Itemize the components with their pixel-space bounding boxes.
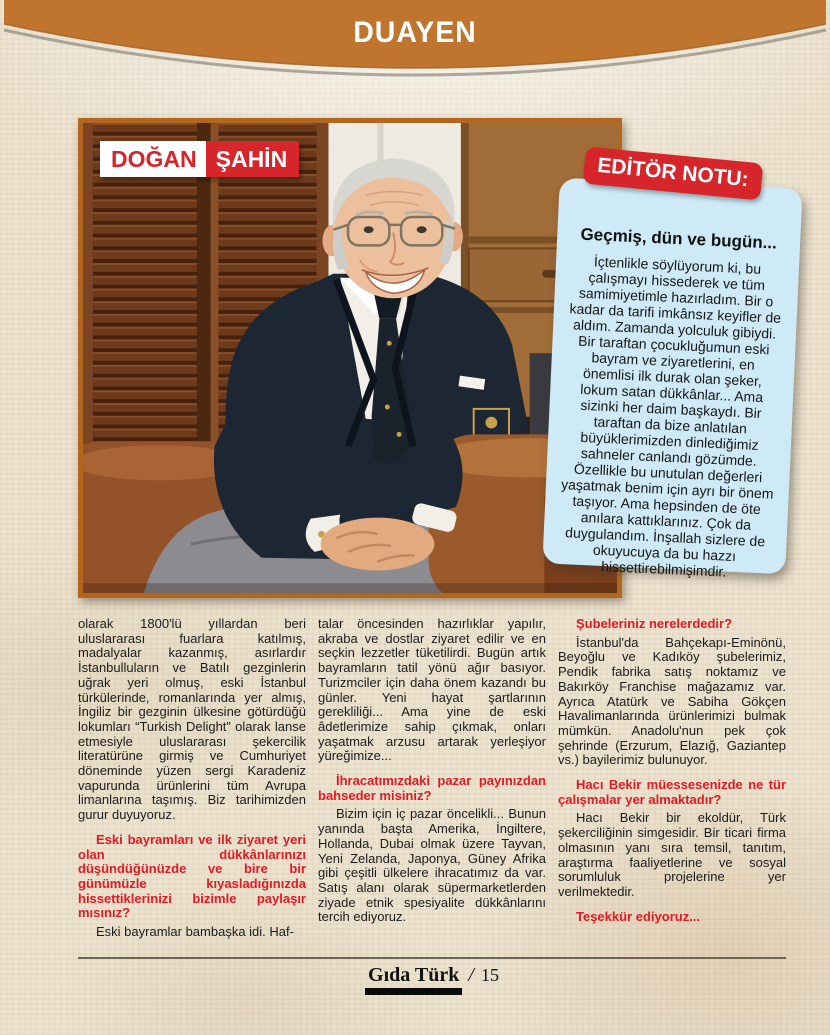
portrait-illustration bbox=[83, 123, 617, 593]
footer-rule bbox=[78, 957, 786, 959]
article-column-2 bbox=[318, 617, 546, 947]
name-badge bbox=[100, 141, 299, 177]
footer-line bbox=[78, 964, 786, 987]
question-heading: Teşekkür ediyoruz... bbox=[576, 908, 701, 924]
question-heading: Eski bayramları ve ilk ziyaret yeri olan dükkânlarınızı düşündüğünüzde ve bire bir günümüzle kıyasladığınızda hissettiklerinizi bizimle paylaşır mısınız? bbox=[78, 831, 306, 921]
name-last: ŞAHİN bbox=[206, 141, 300, 177]
paragraph: Hacı Bekir bir ekoldür, Türk şekerciliğinin simgesidir. Bir ticari firma olmasının yanı sıra temsil, tanıtım, araştırma faaliyetlerine ve sosyal sorumluluk projelerine yer verilmektedir. bbox=[558, 810, 786, 899]
masthead bbox=[0, 0, 830, 100]
paragraph: talar öncesinden hazırlıklar yapılır, akraba ve dostlar ziyaret edilir ve en seçkin lezzetler tüketilirdi. Bugün artık bayramların tatil yönü ağır basıyor. Turizmciler için daha önem kazandı bu günler. Yeni hayat şartlarının gerekliliği... Ama yine de eski âdetlerimize sahip çıkmak, onları yaşatmak arzusu artarak yerleşiyor yüreğimize... bbox=[318, 616, 546, 764]
paragraph: İstanbul'da Bahçekapı-Eminönü, Beyoğlu ve Kadıköy şubelerimiz, Pendik fabrika satış noktamız ve Bakırköy Franchise mağazamız var. Ayrıca Atatürk ve Sabiha Gökçen Havalimanlarında ürünlerimizi bulmak mümkün. Anadolu'nun pek çok şehrinde (Erzurum, Elazığ, Gaziantep vs.) bayilerimiz bulunuyor. bbox=[558, 634, 786, 768]
editor-note-body: İçtenlikle söylüyorum ki, bu çalışmayı hissederek ve tüm samimiyetimle hazırladım. Bir o kadar da tarifi imkânsız keyifler de aldım. Zamanda yolculuk gibiydi. Bir taraftan çocukluğumun eski bayram ve ziyaretlerini, en önemlisi ilk durak olan şeker, lokum satan dükkânlar... Ama sizinki her daim başkaydı. Bir taraftan da bize anlatılan büyüklerimizden dinlediğimiz sahneler canlandı gözümde. Özellikle bu unutulan değerleri yaşatmak benim için ayrı bir önem taşıyor. Ama hepsinden de öte anılara kattıklarınız. Çok da duygulandım. İnşallah sizlere de okuyucuya da bu hazzı hissettirebilmişimdir. bbox=[560, 253, 782, 580]
paragraph: Eski bayramlar bambaşka idi. Haf- bbox=[96, 924, 294, 940]
masthead-arch-shape bbox=[0, 0, 830, 100]
magazine-title: Gıda Türk bbox=[365, 964, 462, 995]
footer-separator: / bbox=[468, 964, 474, 986]
paragraph: Bizim için iç pazar öncelikli... Bunun yanında başta Amerika, İngiltere, Hollanda, Dubai olmak üzere Tayvan, Yeni Zelanda, Japonya, Güney Afrika gibi çeşitli ülkelere ihracatımız da var. Satış alanı olarak süpermarketlerden ziyade etnik spesiyalite dükkânlarını tercih ediyoruz. bbox=[318, 806, 546, 925]
portrait-photo bbox=[78, 118, 622, 598]
question-heading: Şubeleriniz nerelerdedir? bbox=[576, 616, 733, 631]
question-heading: Hacı Bekir müessesenizde ne tür çalışmalar yer almaktadır? bbox=[558, 777, 786, 807]
editor-note-label: EDİTÖR NOTU: bbox=[583, 147, 763, 201]
article-column-1 bbox=[78, 617, 306, 947]
article-column-3 bbox=[558, 617, 786, 947]
page-number: 15 bbox=[480, 965, 499, 985]
editor-note-heading: Geçmiş, dün ve bugün... bbox=[580, 224, 778, 253]
footer bbox=[78, 957, 786, 987]
paragraph: olarak 1800'lü yıllardan beri uluslararası fuarlara katılmış, madalyalar kazanmış, asırlardır İstanbulluların ve Batılı gezginlerin uğrak yeri olmuş, eski İstanbul türkülerinde, romanlarında yer almış, İngiliz bir gezginin ülkesine götürdüğü lokumları “Turkish Delight” olarak lanse etmesiyle uluslararası şekercilik literatürüne girmiş ve Cumhuriyet döneminde yüzen sergi Karadeniz vapurunda ürünlerini tüm Avrupa limanlarına taşımış. Biz tarihimizden gurur duyuyoruz. bbox=[78, 616, 306, 823]
question-heading: İhracatımızdaki pazar payınızdan bahseder misiniz? bbox=[318, 773, 546, 803]
name-first: DOĞAN bbox=[100, 141, 206, 177]
editor-note bbox=[542, 178, 802, 580]
section-title: DUAYEN bbox=[353, 16, 477, 49]
article-body bbox=[78, 617, 786, 947]
